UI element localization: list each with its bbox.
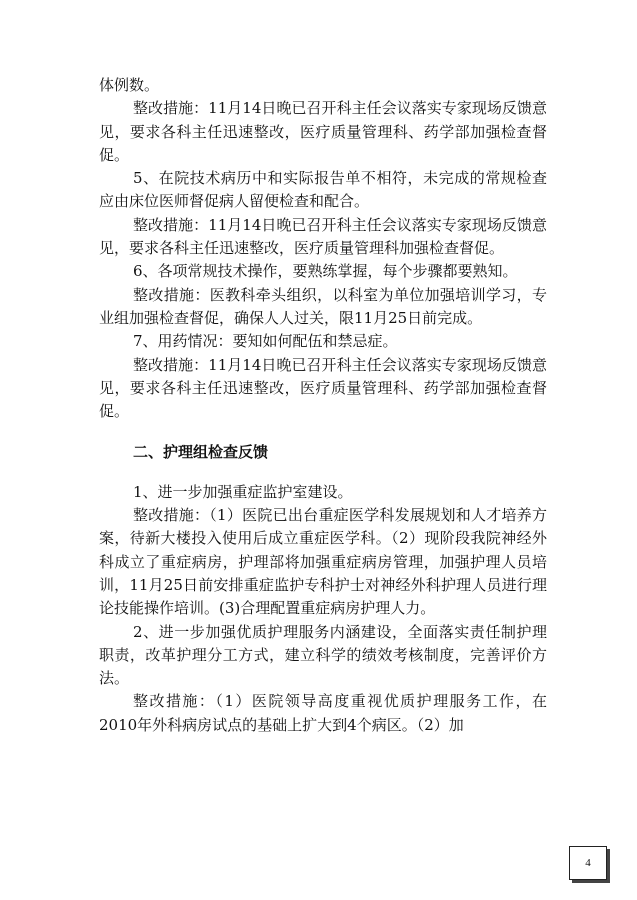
paragraph: 体例数。 — [99, 76, 160, 94]
paragraph: 整改措施：医教科牵头组织，以科室为单位加强培训学习，专业组加强检查督促，确保人人过关，限11月25日前完成。 — [99, 285, 547, 327]
paragraph: 5、在院技术病历中和实际报告单不相符，未完成的常规检查应由床位医师督促病人留便检查和配合。 — [99, 169, 547, 211]
paragraph: 整改措施：11月14日晚已召开科主任会议落实专家现场反馈意见，要求各科主任迅速整改，医疗质量管理科加强检查督促。 — [99, 215, 547, 258]
paragraph: 整改措施：（1）医院领导高度重视优质护理服务工作，在2010年外科病房试点的基础上扩大到4个病区。（2）加 — [99, 692, 547, 734]
paragraph: 整改措施：11月14日晚已召开科主任会议落实专家现场反馈意见，要求各科主任迅速整改，医疗质量管理科、药学部加强检查督促。 — [99, 99, 547, 164]
paragraph: 整改措施：11月14日晚已召开科主任会议落实专家现场反馈意见，要求各科主任迅速整改，医疗质量管理科、药学部加强检查督促。 — [99, 355, 547, 421]
section-heading: 二、护理组检查反馈 — [133, 443, 269, 462]
page-number: 4 — [585, 857, 591, 869]
paragraph: 6、各项常规技术操作，要熟练掌握，每个步骤都要熟知。 — [133, 262, 518, 281]
paragraph: 2、进一步加强优质护理服务内涵建设，全面落实责任制护理职责，改革护理分工方式，建立科学的绩效考核制度，完善评价方法。 — [99, 622, 547, 688]
paragraph: 7、用药情况：要知如何配伍和禁忌症。 — [133, 332, 398, 351]
document-body — [99, 74, 547, 737]
paragraph: 整改措施：（1）医院已出台重症医学科发展规划和人才培养方案，待新大楼投入使用后成立重症医学科。（2）现阶段我院神经外科成立了重症病房，护理部将加强重症病房管理，加强护理人员培训，11月25日前安排重症监护专科护士对神经外科护理人员进行理论技能操作培训。(3)合理配置重症病房护理人力。 — [99, 506, 547, 618]
paragraph: 1、进一步加强重症监护室建设。 — [133, 482, 353, 501]
page-number-box — [569, 846, 607, 880]
